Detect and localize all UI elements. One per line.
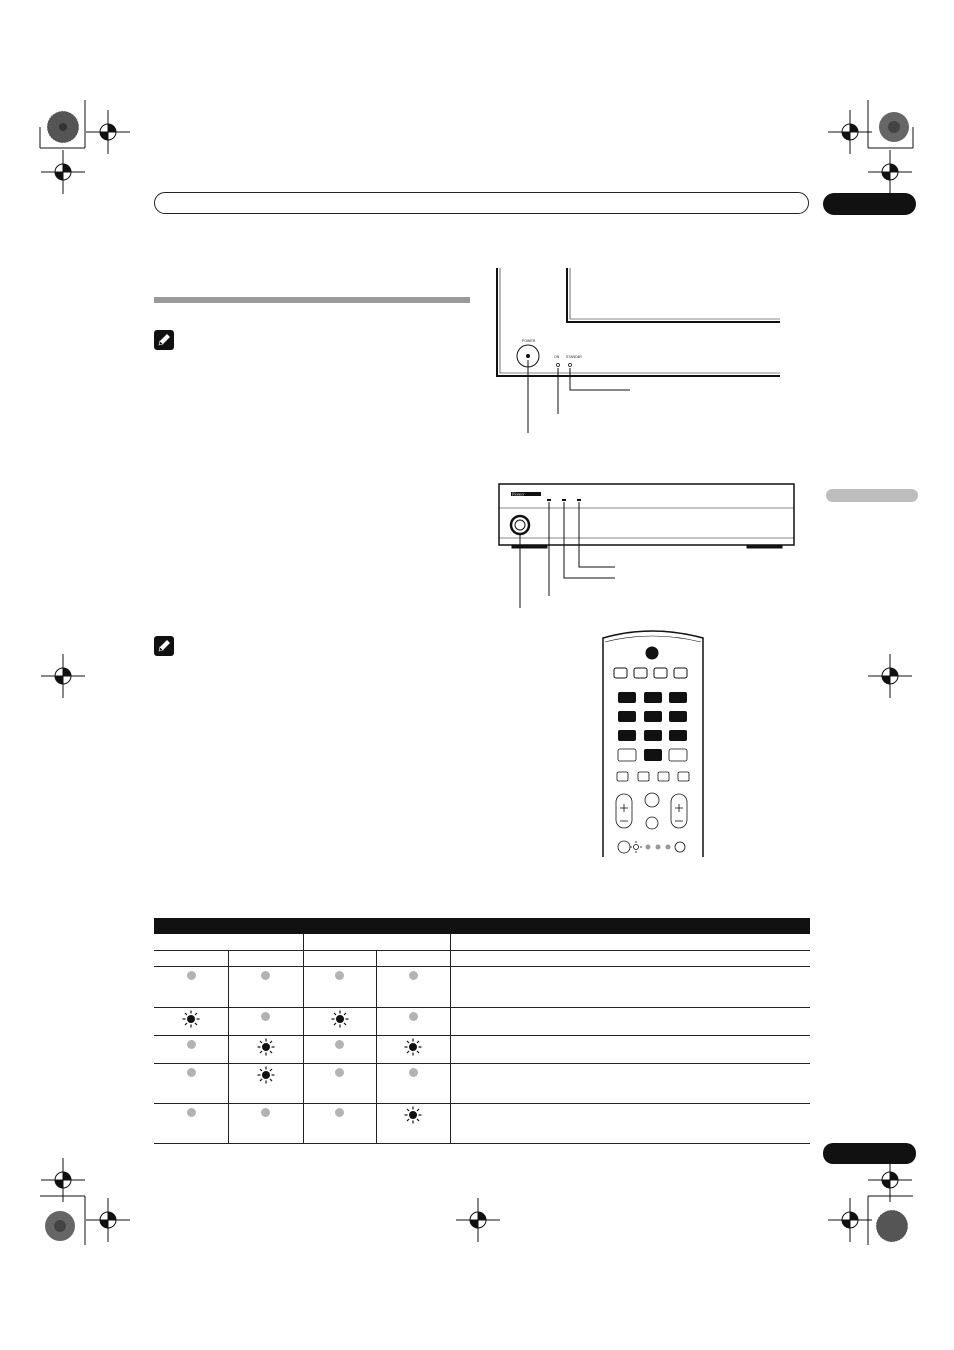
led-lit-icon bbox=[257, 1066, 275, 1084]
led-off-icon bbox=[409, 1012, 418, 1021]
led-state-description bbox=[454, 1064, 810, 1103]
led-indicator-cell bbox=[376, 1008, 450, 1035]
table-subheader-row bbox=[154, 951, 810, 967]
led-indicator-cell bbox=[154, 1036, 228, 1063]
led-off-icon bbox=[261, 1012, 270, 1021]
remote-control-figure bbox=[600, 628, 706, 858]
power-button bbox=[646, 647, 658, 659]
led-lit-icon bbox=[182, 1010, 200, 1028]
table-row bbox=[154, 1064, 810, 1104]
note-pencil-icon bbox=[154, 636, 174, 656]
led-lit-icon bbox=[404, 1106, 422, 1124]
led-indicator-cell bbox=[154, 967, 228, 1007]
led-off-icon bbox=[187, 1040, 196, 1049]
led-off-icon bbox=[187, 1068, 196, 1077]
standby-on-button bbox=[511, 516, 529, 534]
led-lit-icon bbox=[331, 1010, 349, 1028]
monitor-front-panel-figure bbox=[490, 268, 790, 438]
running-header-bar bbox=[154, 192, 809, 214]
led-indicator-cell bbox=[376, 1036, 450, 1063]
led-indicator-cell bbox=[228, 1036, 303, 1063]
led-indicator-cell bbox=[376, 1104, 450, 1143]
led-indicator-cell bbox=[154, 1064, 228, 1103]
led-indicator-cell bbox=[303, 1036, 376, 1063]
table-row bbox=[154, 967, 810, 1008]
standby-led-label: STANDBY bbox=[566, 355, 583, 359]
led-indicator-cell bbox=[154, 1104, 228, 1143]
led-off-icon bbox=[187, 1108, 196, 1117]
note-pencil-icon bbox=[154, 330, 174, 350]
page-number-tab bbox=[823, 1143, 916, 1164]
media-receiver-figure bbox=[497, 482, 797, 612]
led-state-description bbox=[454, 1036, 810, 1063]
led-off-icon bbox=[261, 1108, 270, 1117]
led-indicator-cell bbox=[303, 1064, 376, 1103]
table-header-bar bbox=[154, 918, 810, 934]
led-status-table bbox=[154, 918, 810, 1144]
led-state-description bbox=[454, 1104, 810, 1143]
led-indicator-cell bbox=[228, 1008, 303, 1035]
side-language-tab bbox=[826, 489, 918, 502]
led-off-icon bbox=[261, 971, 270, 980]
led-indicator-cell bbox=[303, 967, 376, 1007]
table-row bbox=[154, 1036, 810, 1064]
led-indicator-cell bbox=[228, 1104, 303, 1143]
led-indicator-cell bbox=[228, 967, 303, 1007]
led-off-icon bbox=[187, 971, 196, 980]
standby-led bbox=[569, 364, 572, 367]
chapter-number-tab bbox=[823, 193, 916, 215]
table-group-header-row bbox=[154, 934, 810, 951]
led-state-description bbox=[454, 967, 810, 1007]
led-lit-icon bbox=[404, 1038, 422, 1056]
on-led bbox=[557, 364, 560, 367]
led-indicator-cell bbox=[376, 967, 450, 1007]
led-off-icon bbox=[409, 1068, 418, 1077]
table-row bbox=[154, 1104, 810, 1144]
led-off-icon bbox=[409, 971, 418, 980]
on-led-label: ON bbox=[554, 355, 560, 359]
led-indicator-cell bbox=[376, 1064, 450, 1103]
led-indicator-cell bbox=[228, 1064, 303, 1103]
led-off-icon bbox=[335, 971, 344, 980]
led-indicator-cell bbox=[303, 1008, 376, 1035]
led-state-description bbox=[454, 1008, 810, 1035]
led-lit-icon bbox=[257, 1038, 275, 1056]
section-heading-rule bbox=[154, 297, 470, 303]
led-off-icon bbox=[335, 1068, 344, 1077]
power-label: POWER bbox=[522, 339, 536, 343]
table-row bbox=[154, 1008, 810, 1036]
brand-logo: Pioneer bbox=[512, 491, 525, 497]
led-off-icon bbox=[335, 1040, 344, 1049]
led-indicator-cell bbox=[303, 1104, 376, 1143]
led-off-icon bbox=[335, 1108, 344, 1117]
led-indicator-cell bbox=[154, 1008, 228, 1035]
